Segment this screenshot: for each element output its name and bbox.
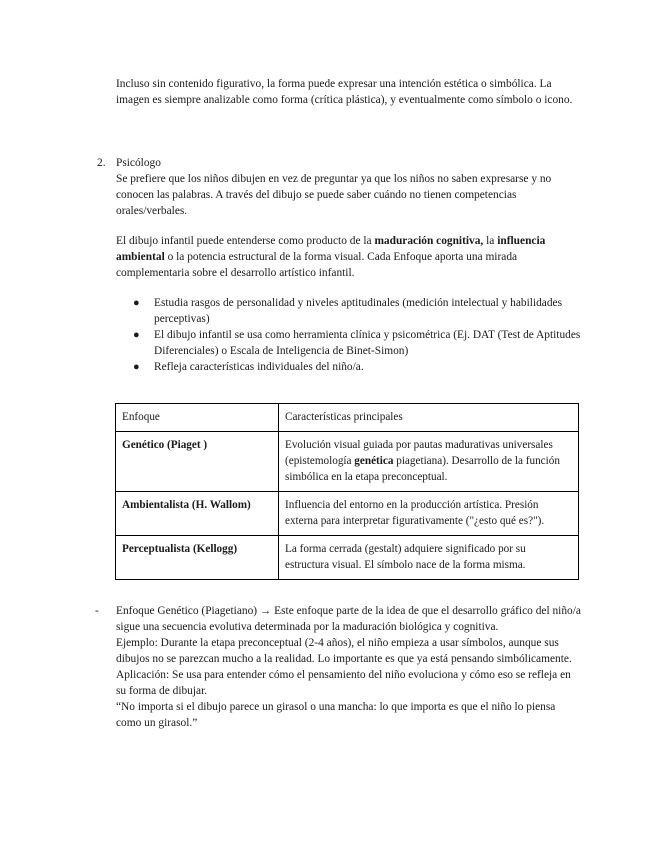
genetic-approach-item (116, 603, 582, 731)
table-cell-description: La forma cerrada (gestalt) adquiere significado por su estructura visual. El símbolo nace de la forma misma. (279, 536, 579, 580)
table-header-cell: Características principales (279, 404, 579, 432)
table-cell-description: Evolución visual guiada por pautas madurativas universales (epistemología genética piagetiana). Desarrollo de la función simbólica en la etapa preconceptual. (279, 432, 579, 492)
table-cell-description: Influencia del entorno en la producción artística. Presión externa para interpretar figurativamente ("¿esto qué es?"). (279, 492, 579, 536)
bullet-icon: ● (133, 329, 140, 341)
genetic-intro-line: Enfoque Genético (Piagetiano) → Este enfoque parte de la idea de que el desarrollo gráfico del niño/a sigue una secuencia evolutiva determinada por la maduración biológica y cognitiva. (116, 605, 581, 633)
bullet-icon: ● (133, 297, 140, 309)
table-header-cell: Enfoque (116, 404, 279, 432)
table-header-row (116, 404, 579, 432)
table-row (116, 536, 579, 580)
table-cell-enfoque: Perceptualista (Kellogg) (116, 536, 279, 580)
list-item: ● El dibujo infantil se usa como herramienta clínica y psicométrica (Ej. DAT (Test de Aptitudes Diferenciales) o Escala de Inteligencia de Binet-Simon) (133, 329, 581, 357)
enfoques-table (115, 403, 579, 580)
enfoques-paragraph: El dibujo infantil puede entenderse como producto de la maduración cognitiva, la influencia ambiental o la potencia estructural de la forma visual. Cada Enfoque aporta una mirada complementaria sobre el desarrollo artístico infantil. (116, 235, 546, 279)
bullet-icon: ● (133, 361, 140, 373)
genetic-application-line: Aplicación: Se usa para entender cómo el pensamiento del niño evoluciona y cómo eso se refleja en su forma de dibujar. (116, 669, 571, 697)
dash-marker: - (95, 605, 99, 617)
intro-paragraph: Incluso sin contenido figurativo, la forma puede expresar una intención estética o simbólica. La imagen es siempre analizable como forma (crítica plástica), y eventualmente como símbolo o icono. (116, 78, 573, 106)
table-cell-enfoque: Ambientalista (H. Wallom) (116, 492, 279, 536)
psicologo-paragraph: Se prefiere que los niños dibujen en vez de preguntar ya que los niños no saben expresarse y no conocen las palabras. A través del dibujo se puede saber cuándo no tienen competencias orales/verbales. (116, 173, 552, 217)
genetic-example-line: Ejemplo: Durante la etapa preconceptual (2-4 años), el niño empieza a usar símbolos, aunque sus dibujos no se parezcan mucho a la realidad. Lo importante es que ya está pensando simbólicamente. (116, 637, 572, 665)
table-row (116, 432, 579, 492)
section-title: Psicólogo (116, 157, 161, 169)
list-item: ● Refleja características individuales del niño/a. (133, 361, 364, 373)
genetic-quote-line: “No importa si el dibujo parece un girasol o una mancha: lo que importa es que el niño lo piensa como un girasol.” (116, 701, 556, 729)
section-number: 2. (97, 157, 106, 169)
table-row (116, 492, 579, 536)
table-cell-enfoque: Genético (Piaget ) (116, 432, 279, 492)
bullet-list (116, 295, 582, 375)
list-item: ● Estudia rasgos de personalidad y niveles aptitudinales (medición intelectual y habilidades perceptivas) (133, 297, 563, 325)
